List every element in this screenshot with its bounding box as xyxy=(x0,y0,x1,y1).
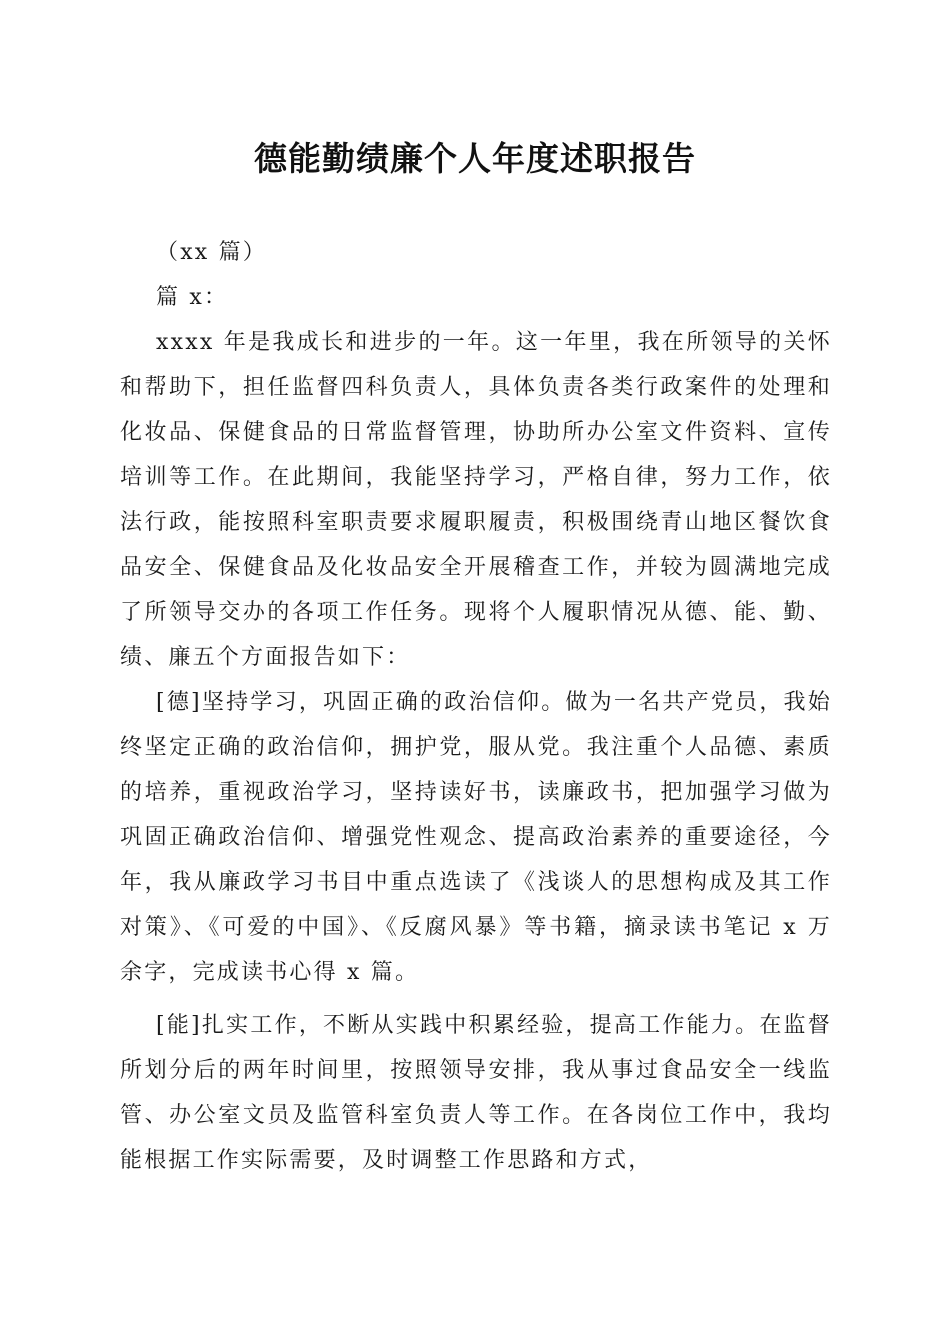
paragraph-ability: [能]扎实工作，不断从实践中积累经验，提高工作能力。在监督所划分后的两年时间里，按照领导安排，我从事过食品安全一线监管、办公室文员及监管科室负责人等工作。在各岗位工作中，我均能根据工作实际需要，及时调整工作思路和方式， xyxy=(120,1013,832,1173)
paragraph-virtue: [德]坚持学习，巩固正确的政治信仰。做为一名共产党员，我始终坚定正确的政治信仰，拥护党，服从党。我注重个人品德、素质的培养，重视政治学习，坚持读好书，读廉政书，把加强学习做为巩固正确政治信仰、增强党性观念、提高政治素养的重要途径，今年，我从廉政学习书目中重点选读了《浅谈人的思想构成及其工作对策》、《可爱的中国》、《反腐风暴》等书籍，摘录读书笔记 x 万余字，完成读书心得 x 篇。 xyxy=(120,690,832,985)
paragraph-section-label: 篇 x： xyxy=(156,285,229,310)
document-title: 德能勤绩廉个人年度述职报告 xyxy=(254,139,696,178)
document-body xyxy=(120,230,832,1183)
paragraph-introduction: xxxx 年是我成长和进步的一年。这一年里，我在所领导的关怀和帮助下，担任监督四科负责人，具体负责各类行政案件的处理和化妆品、保健食品的日常监督管理，协助所办公室文件资料、宣传培训等工作。在此期间，我能坚持学习，严格自律，努力工作，依法行政，能按照科室职责要求履职履责，积极围绕青山地区餐饮食品安全、保健食品及化妆品安全开展稽查工作，并较为圆满地完成了所领导交办的各项工作任务。现将个人履职情况从德、能、勤、绩、廉五个方面报告如下： xyxy=(120,330,832,670)
paragraph-count-note: （xx 篇） xyxy=(156,240,268,265)
